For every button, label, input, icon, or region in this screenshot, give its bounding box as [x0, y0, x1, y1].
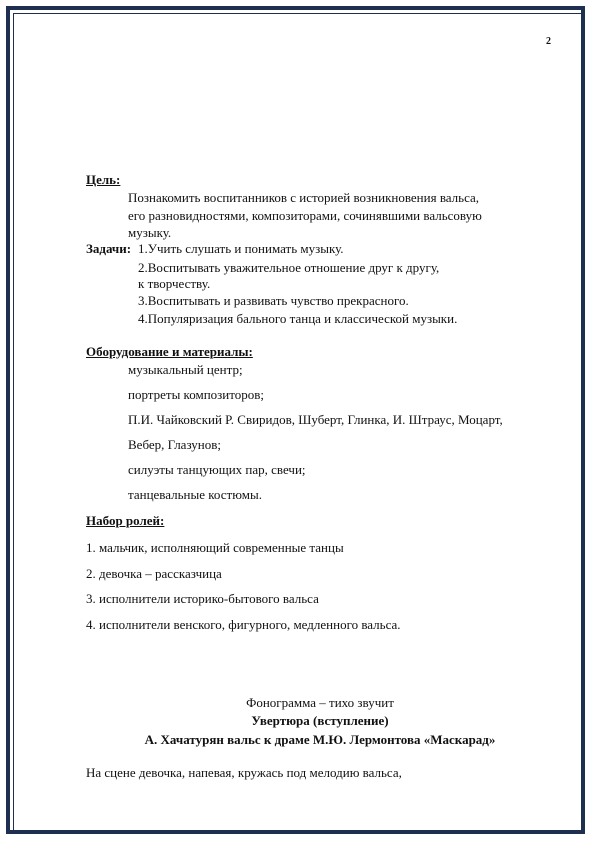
role-item: 4. исполнители венского, фигурного, медленного вальса.	[86, 617, 401, 632]
goal-line: его разновидностями, композиторами, сочинявшими вальсовую	[128, 208, 482, 223]
equipment-item: портреты композиторов;	[128, 387, 265, 402]
music-overture: Увертюра (вступление)	[251, 713, 389, 728]
role-item: 3. исполнители историко-бытового вальса	[86, 591, 319, 606]
equipment-item: Вебер, Глазунов;	[128, 437, 222, 452]
task-item: к творчеству.	[138, 276, 211, 291]
tasks-heading: Задачи:	[86, 241, 132, 256]
role-item: 2. девочка – рассказчица	[86, 566, 222, 581]
equipment-item: П.И. Чайковский Р. Свиридов, Шуберт, Глинка, И. Штраус, Моцарт,	[128, 412, 503, 427]
closing-text: На сцене девочка, напевая, кружась под мелодию вальса,	[86, 765, 402, 780]
roles-heading: Набор ролей:	[86, 513, 165, 528]
goal-line: Познакомить воспитанников с историей возникновения вальса,	[128, 190, 480, 205]
music-phonogram: Фонограмма – тихо звучит	[246, 695, 394, 710]
equipment-item: силуэты танцующих пар, свечи;	[128, 462, 306, 477]
task-item: 4.Популяризация бального танца и классической музыки.	[138, 311, 458, 326]
page-number: 2	[546, 36, 551, 47]
task-item: 3.Воспитывать и развивать чувство прекрасного.	[138, 293, 409, 308]
equipment-item: музыкальный центр;	[128, 362, 243, 377]
goal-line: музыку.	[128, 225, 172, 240]
task-item: 2.Воспитывать уважительное отношение друг к другу,	[138, 260, 440, 275]
equipment-item: танцевальные костюмы.	[128, 487, 262, 502]
task-item: 1.Учить слушать и понимать музыку.	[138, 241, 344, 256]
role-item: 1. мальчик, исполняющий современные танцы	[86, 540, 344, 555]
goal-heading: Цель:	[86, 172, 121, 187]
equipment-heading: Оборудование и материалы:	[86, 344, 253, 359]
music-composer: А. Хачатурян вальс к драме М.Ю. Лермонтова «Маскарад»	[144, 732, 496, 747]
